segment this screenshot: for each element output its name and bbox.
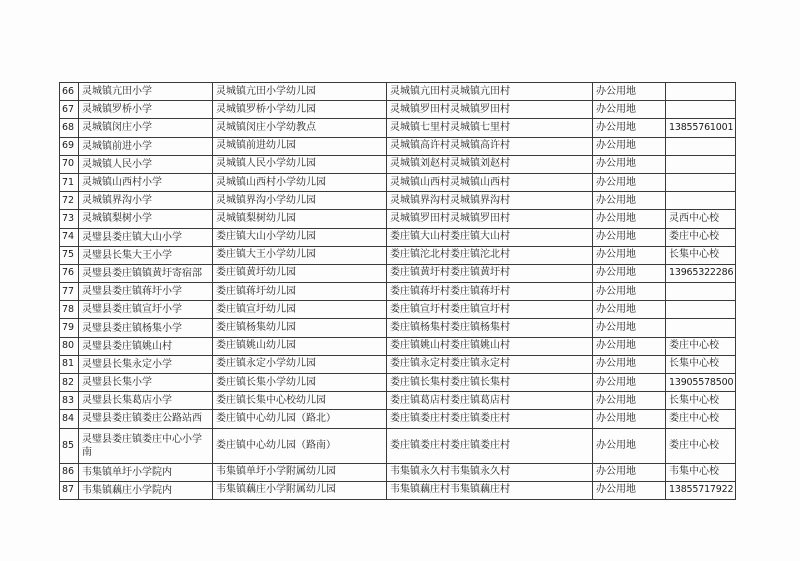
row-number: 77 bbox=[60, 283, 79, 301]
row-number: 83 bbox=[60, 392, 79, 410]
land-use: 办公用地 bbox=[593, 264, 666, 282]
row-number: 86 bbox=[60, 463, 79, 481]
table-row bbox=[60, 337, 736, 355]
kindergarten-name: 灵城镇梨树幼儿园 bbox=[213, 210, 387, 228]
note bbox=[666, 192, 736, 210]
address: 娄庄镇姚山村娄庄镇姚山村 bbox=[387, 337, 593, 355]
kindergarten-name: 娄庄镇中心幼儿园（路南） bbox=[213, 428, 387, 463]
note bbox=[666, 101, 736, 119]
table-row bbox=[60, 392, 736, 410]
land-use: 办公用地 bbox=[593, 155, 666, 173]
note: 娄庄中心校 bbox=[666, 337, 736, 355]
kindergarten-name: 娄庄镇黄圩幼儿园 bbox=[213, 264, 387, 282]
table-row bbox=[60, 355, 736, 373]
row-number: 85 bbox=[60, 428, 79, 463]
school-name: 灵城镇梨树小学 bbox=[79, 210, 213, 228]
note: 13855761001 bbox=[666, 119, 736, 137]
row-number: 67 bbox=[60, 101, 79, 119]
land-use: 办公用地 bbox=[593, 319, 666, 337]
note: 韦集中心校 bbox=[666, 463, 736, 481]
school-name: 灵城镇人民小学 bbox=[79, 155, 213, 173]
note: 长集中心校 bbox=[666, 246, 736, 264]
school-name: 灵璧县长集葛店小学 bbox=[79, 392, 213, 410]
table-body bbox=[60, 83, 736, 500]
kindergarten-name: 娄庄镇长集小学幼儿园 bbox=[213, 374, 387, 392]
address: 韦集镇永久村韦集镇永久村 bbox=[387, 463, 593, 481]
table-row bbox=[60, 210, 736, 228]
school-name: 灵璧县娄庄镇娄庄中心小学南 bbox=[79, 428, 213, 463]
kindergarten-name: 灵城镇山西村小学幼儿园 bbox=[213, 173, 387, 191]
table-row bbox=[60, 192, 736, 210]
kindergarten-name: 灵城镇闵庄小学幼教点 bbox=[213, 119, 387, 137]
table-row bbox=[60, 410, 736, 428]
note bbox=[666, 173, 736, 191]
land-use: 办公用地 bbox=[593, 410, 666, 428]
note bbox=[666, 283, 736, 301]
kindergarten-name: 娄庄镇宣圩幼儿园 bbox=[213, 301, 387, 319]
table-row bbox=[60, 155, 736, 173]
school-name: 灵璧县长集永定小学 bbox=[79, 355, 213, 373]
land-use: 办公用地 bbox=[593, 428, 666, 463]
land-use: 办公用地 bbox=[593, 119, 666, 137]
school-name: 韦集镇单圩小学院内 bbox=[79, 463, 213, 481]
row-number: 81 bbox=[60, 355, 79, 373]
kindergarten-name: 灵城镇前进幼儿园 bbox=[213, 137, 387, 155]
land-use: 办公用地 bbox=[593, 228, 666, 246]
land-use: 办公用地 bbox=[593, 246, 666, 264]
row-number: 78 bbox=[60, 301, 79, 319]
kindergarten-table bbox=[59, 82, 736, 500]
row-number: 87 bbox=[60, 481, 79, 499]
land-use: 办公用地 bbox=[593, 301, 666, 319]
land-use: 办公用地 bbox=[593, 283, 666, 301]
kindergarten-name: 灵城镇界沟小学幼儿园 bbox=[213, 192, 387, 210]
address: 娄庄镇蒋圩村娄庄镇蒋圩村 bbox=[387, 283, 593, 301]
table-row bbox=[60, 83, 736, 101]
kindergarten-name: 娄庄镇姚山幼儿园 bbox=[213, 337, 387, 355]
row-number: 70 bbox=[60, 155, 79, 173]
table-row bbox=[60, 119, 736, 137]
note: 13855717922 bbox=[666, 481, 736, 499]
address: 灵城镇亢田村灵城镇亢田村 bbox=[387, 83, 593, 101]
note bbox=[666, 301, 736, 319]
row-number: 75 bbox=[60, 246, 79, 264]
address: 娄庄镇葛店村娄庄镇葛店村 bbox=[387, 392, 593, 410]
address: 灵城镇山西村灵城镇山西村 bbox=[387, 173, 593, 191]
land-use: 办公用地 bbox=[593, 192, 666, 210]
land-use: 办公用地 bbox=[593, 337, 666, 355]
land-use: 办公用地 bbox=[593, 392, 666, 410]
kindergarten-name: 灵城镇亢田小学幼儿园 bbox=[213, 83, 387, 101]
row-number: 84 bbox=[60, 410, 79, 428]
note: 长集中心校 bbox=[666, 392, 736, 410]
kindergarten-name: 娄庄镇大山小学幼儿园 bbox=[213, 228, 387, 246]
school-name: 灵璧县长集小学 bbox=[79, 374, 213, 392]
kindergarten-name: 韦集镇单圩小学附属幼儿园 bbox=[213, 463, 387, 481]
table-row bbox=[60, 301, 736, 319]
school-name: 灵城镇山西村小学 bbox=[79, 173, 213, 191]
land-use: 办公用地 bbox=[593, 374, 666, 392]
table-row bbox=[60, 101, 736, 119]
note: 娄庄中心校 bbox=[666, 428, 736, 463]
kindergarten-name: 娄庄镇杨集幼儿园 bbox=[213, 319, 387, 337]
row-number: 72 bbox=[60, 192, 79, 210]
school-name: 灵城镇界沟小学 bbox=[79, 192, 213, 210]
row-number: 79 bbox=[60, 319, 79, 337]
kindergarten-name: 娄庄镇大王小学幼儿园 bbox=[213, 246, 387, 264]
school-name: 韦集镇藕庄小学院内 bbox=[79, 481, 213, 499]
address: 灵城镇刘赵村灵城镇刘赵村 bbox=[387, 155, 593, 173]
land-use: 办公用地 bbox=[593, 355, 666, 373]
land-use: 办公用地 bbox=[593, 173, 666, 191]
school-name: 灵璧县娄庄镇娄庄公路站西 bbox=[79, 410, 213, 428]
address: 灵城镇罗田村灵城镇罗田村 bbox=[387, 101, 593, 119]
school-name: 灵城镇罗桥小学 bbox=[79, 101, 213, 119]
note bbox=[666, 319, 736, 337]
note: 13965322286 bbox=[666, 264, 736, 282]
land-use: 办公用地 bbox=[593, 210, 666, 228]
table-row bbox=[60, 137, 736, 155]
row-number: 80 bbox=[60, 337, 79, 355]
table-row bbox=[60, 283, 736, 301]
school-name: 灵璧县娄庄镇姚山村 bbox=[79, 337, 213, 355]
land-use: 办公用地 bbox=[593, 481, 666, 499]
note: 长集中心校 bbox=[666, 355, 736, 373]
row-number: 69 bbox=[60, 137, 79, 155]
table-row bbox=[60, 264, 736, 282]
note bbox=[666, 83, 736, 101]
row-number: 82 bbox=[60, 374, 79, 392]
address: 灵城镇罗田村灵城镇罗田村 bbox=[387, 210, 593, 228]
kindergarten-name: 娄庄镇中心幼儿园（路北） bbox=[213, 410, 387, 428]
land-use: 办公用地 bbox=[593, 83, 666, 101]
note: 娄庄中心校 bbox=[666, 228, 736, 246]
row-number: 68 bbox=[60, 119, 79, 137]
table-row bbox=[60, 481, 736, 499]
address: 娄庄镇永定村娄庄镇永定村 bbox=[387, 355, 593, 373]
row-number: 66 bbox=[60, 83, 79, 101]
kindergarten-name: 娄庄镇长集中心校幼儿园 bbox=[213, 392, 387, 410]
school-name: 灵璧县娄庄镇镇黄圩寄宿部 bbox=[79, 264, 213, 282]
address: 灵城镇高许村灵城镇高许村 bbox=[387, 137, 593, 155]
address: 韦集镇藕庄村韦集镇藕庄村 bbox=[387, 481, 593, 499]
school-name: 灵璧县长集大王小学 bbox=[79, 246, 213, 264]
land-use: 办公用地 bbox=[593, 101, 666, 119]
note: 灵西中心校 bbox=[666, 210, 736, 228]
table-row bbox=[60, 173, 736, 191]
address: 娄庄镇宣圩村娄庄镇宣圩村 bbox=[387, 301, 593, 319]
note bbox=[666, 155, 736, 173]
table-row bbox=[60, 374, 736, 392]
note bbox=[666, 137, 736, 155]
row-number: 76 bbox=[60, 264, 79, 282]
row-number: 74 bbox=[60, 228, 79, 246]
land-use: 办公用地 bbox=[593, 463, 666, 481]
kindergarten-name: 娄庄镇永定小学幼儿园 bbox=[213, 355, 387, 373]
school-name: 灵城镇前进小学 bbox=[79, 137, 213, 155]
address: 灵城镇界沟村灵城镇界沟村 bbox=[387, 192, 593, 210]
school-name: 灵璧县娄庄镇杨集小学 bbox=[79, 319, 213, 337]
land-use: 办公用地 bbox=[593, 137, 666, 155]
address: 娄庄镇长集村娄庄镇长集村 bbox=[387, 374, 593, 392]
school-name: 灵璧县娄庄镇宣圩小学 bbox=[79, 301, 213, 319]
address: 娄庄镇黄圩村娄庄镇黄圩村 bbox=[387, 264, 593, 282]
table-row bbox=[60, 246, 736, 264]
address: 灵城镇七里村灵城镇七里村 bbox=[387, 119, 593, 137]
school-name: 灵城镇亢田小学 bbox=[79, 83, 213, 101]
address: 娄庄镇沱北村娄庄镇沱北村 bbox=[387, 246, 593, 264]
address: 娄庄镇娄庄村娄庄镇娄庄村 bbox=[387, 428, 593, 463]
kindergarten-name: 韦集镇藕庄小学附属幼儿园 bbox=[213, 481, 387, 499]
address: 娄庄镇大山村娄庄镇大山村 bbox=[387, 228, 593, 246]
kindergarten-name: 娄庄镇蒋圩幼儿园 bbox=[213, 283, 387, 301]
kindergarten-name: 灵城镇罗桥小学幼儿园 bbox=[213, 101, 387, 119]
note: 娄庄中心校 bbox=[666, 410, 736, 428]
table-row bbox=[60, 463, 736, 481]
school-name: 灵城镇闵庄小学 bbox=[79, 119, 213, 137]
table-row bbox=[60, 319, 736, 337]
school-name: 灵璧县娄庄镇蒋圩小学 bbox=[79, 283, 213, 301]
table-row bbox=[60, 428, 736, 463]
note: 13905578500 bbox=[666, 374, 736, 392]
address: 娄庄镇娄庄村娄庄镇娄庄村 bbox=[387, 410, 593, 428]
school-name: 灵璧县娄庄镇大山小学 bbox=[79, 228, 213, 246]
row-number: 73 bbox=[60, 210, 79, 228]
kindergarten-name: 灵城镇人民小学幼儿园 bbox=[213, 155, 387, 173]
table-row bbox=[60, 228, 736, 246]
address: 娄庄镇杨集村娄庄镇杨集村 bbox=[387, 319, 593, 337]
row-number: 71 bbox=[60, 173, 79, 191]
